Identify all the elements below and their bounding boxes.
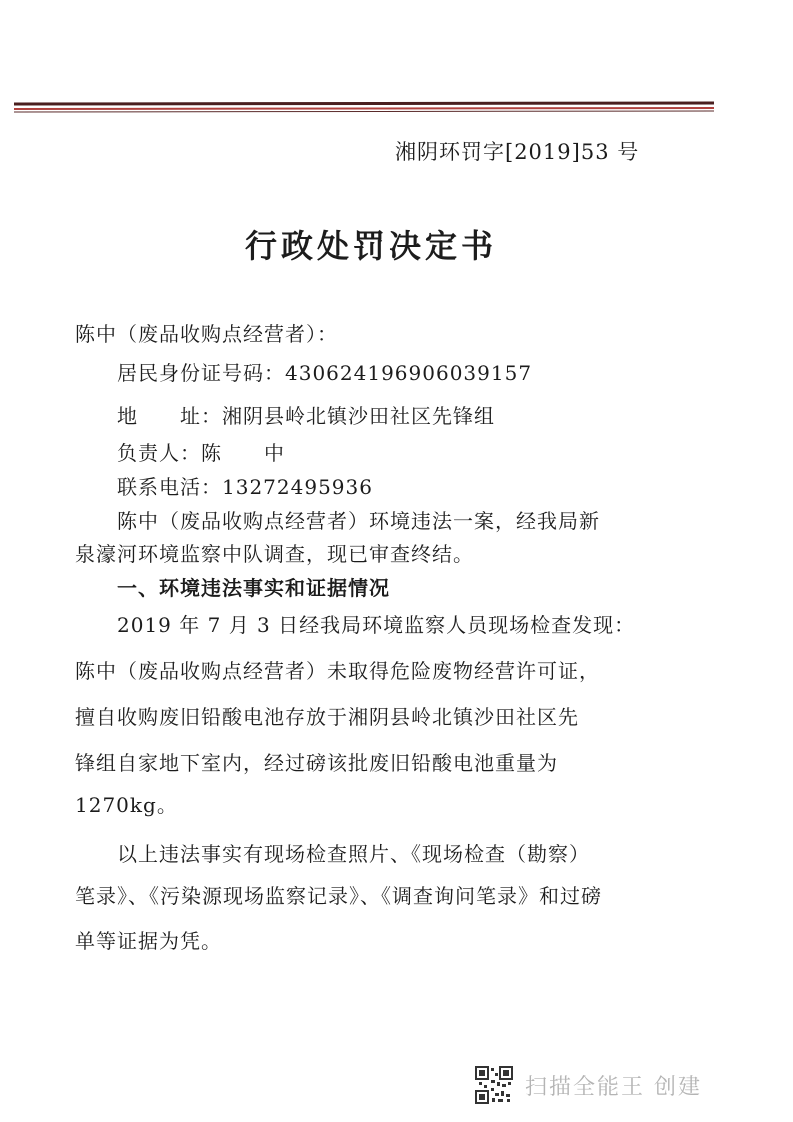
facts-line: 陈中（废品收购点经营者）未取得危险废物经营许可证，	[75, 659, 600, 683]
intro-line: 泉濠河环境监察中队调查，现已审查终结。	[75, 542, 474, 566]
evidence-line: 以上违法事实有现场检查照片、《现场检查（勘察）	[117, 842, 590, 866]
party-address: 地 址：湘阴县岭北镇沙田社区先锋组	[117, 404, 495, 428]
party-phone: 联系电活：13272495936	[117, 475, 373, 499]
facts-line: 1270kg。	[75, 793, 178, 817]
scanner-watermark: 扫描全能王 创建	[525, 1075, 702, 1100]
header-rule	[14, 100, 714, 114]
evidence-line: 笔录》、《污染源现场监察记录》、《调查询问笔录》和过磅	[75, 884, 602, 908]
party-id-number: 居民身份证号码：430624196906039157	[117, 361, 533, 385]
party-name: 陈中（废品收购点经营者）：	[75, 322, 338, 346]
document-number: 湘阴环罚字[2019]53 号	[395, 140, 640, 164]
evidence-line: 单等证据为凭。	[75, 929, 222, 953]
facts-line: 锋组自家地下室内，经过磅该批废旧铅酸电池重量为	[75, 751, 558, 775]
section-heading: 一、环境违法事实和证据情况	[117, 576, 390, 600]
intro-line: 陈中（废品收购点经营者）环境违法一案，经我局新	[117, 509, 600, 533]
qr-code-icon	[475, 1066, 513, 1104]
facts-line: 擅自收购废旧铅酸电池存放于湘阴县岭北镇沙田社区先	[75, 705, 579, 729]
facts-line: 2019 年 7 月 3 日经我局环境监察人员现场检查发现：	[117, 613, 636, 637]
document-title: 行政处罚决定书	[245, 227, 498, 265]
party-responsible: 负责人：陈 中	[117, 441, 285, 465]
